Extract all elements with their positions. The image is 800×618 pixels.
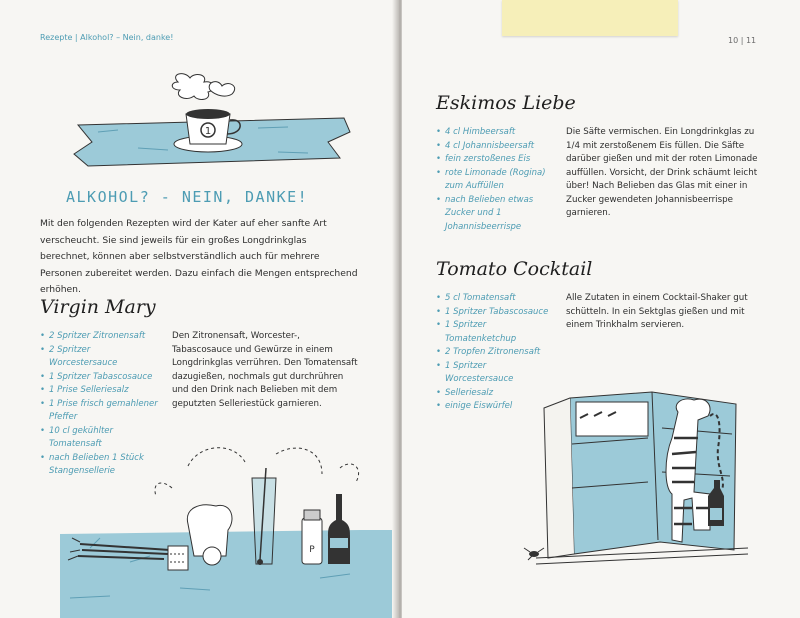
fridge-zebra-illustration	[522, 368, 782, 598]
ingredient-item: • 1 Spritzer Tabascosauce	[436, 306, 556, 320]
ingredient-item: • 1 Spritzer Tabascosauce	[40, 371, 158, 385]
ingredient-item: • 2 Spritzer Zitronensaft	[40, 330, 158, 344]
ingredient-item: • 5 cl Tomatensaft	[436, 292, 556, 306]
ingredient-item: • einige Eiswürfel	[436, 400, 556, 414]
ingredient-item: • nach Belieben 1 Stück Stangensellerie	[40, 452, 158, 479]
intro-text: Mit den folgenden Rezepten wird der Kater auf eher sanfte Art verscheucht. Sie sind jeweils für ein großes Longdrinkglas berechnet, können aber selbstverständlich auch für mehrere Personen zubereitet werden. Dazu einfach die Mengen entsprechend erhöhen.	[40, 218, 358, 296]
kitchen-illustration	[60, 438, 398, 618]
ingredient-item: • rote Limonade (Rogina) zum Auffüllen	[436, 167, 556, 194]
virgin-mary-instructions: Den Zitronensaft, Worcester-, Tabascosauce und Gewürze in einem Longdrinkglas verrühren. Den Tomatensaft dazugießen, nochmals gut durchrühren und den Drink nach Belieben mit dem geputzten Selleriestück garnieren.	[172, 331, 358, 409]
ingredient-item: • 2 Tropfen Zitronensaft	[436, 346, 556, 360]
pepper-shaker-label: P	[309, 545, 315, 555]
running-header: Rezepte | Alkohol? – Nein, danke!	[40, 33, 174, 42]
ingredient-item: • nach Belieben etwas Zucker und 1 Johannisbeerrispe	[436, 194, 556, 235]
ingredient-item: • 4 cl Himbeersaft	[436, 126, 556, 140]
ingredient-item: • 2 Spritzer Worcestersauce	[40, 344, 158, 371]
left-page	[0, 0, 398, 618]
ingredient-item: • 4 cl Johannisbeersaft	[436, 140, 556, 154]
eskimos-liebe-instructions: Die Säfte vermischen. Ein Longdrinkglas zu 1/4 mit zerstoßenem Eis füllen. Die Säfte darüber gießen und mit der roten Limonade auffüllen. Vorsicht, der Drink schäumt leicht über! Nach Belieben das Glas mit einer in Zucker gewendeten Johannisbeerrispe garnieren.	[566, 127, 758, 218]
sticky-note	[502, 0, 678, 36]
virgin-mary-title: Virgin Mary	[40, 296, 156, 318]
ingredient-item: • 1 Prise frisch gemahlener Pfeffer	[40, 398, 158, 425]
tomato-cocktail-title: Tomato Cocktail	[436, 258, 593, 280]
section-title: ALKOHOL? - NEIN, DANKE!	[66, 188, 309, 206]
page-numbers: 10 | 11	[728, 36, 757, 45]
ingredient-item: • 1 Spritzer Worcestersauce	[436, 360, 556, 387]
right-page	[402, 0, 800, 618]
ingredient-item: • 1 Spritzer Tomatenketchup	[436, 319, 556, 346]
eskimos-liebe-title: Eskimos Liebe	[436, 92, 576, 114]
cup-number: 1	[204, 126, 212, 137]
tomato-cocktail-instructions: Alle Zutaten in einem Cocktail-Shaker gut schütteln. In ein Sektglas gießen und mit einem Trinkhalm servieren.	[566, 293, 748, 330]
ingredient-item: • fein zerstoßenes Eis	[436, 153, 556, 167]
ingredient-item: • Selleriesalz	[436, 387, 556, 401]
coffee-cup-illustration	[58, 70, 368, 178]
eskimos-liebe-ingredients	[436, 126, 556, 234]
ingredient-item: • 1 Prise Selleriesalz	[40, 384, 158, 398]
ingredient-item: • 10 cl gekühlter Tomatensaft	[40, 425, 158, 452]
